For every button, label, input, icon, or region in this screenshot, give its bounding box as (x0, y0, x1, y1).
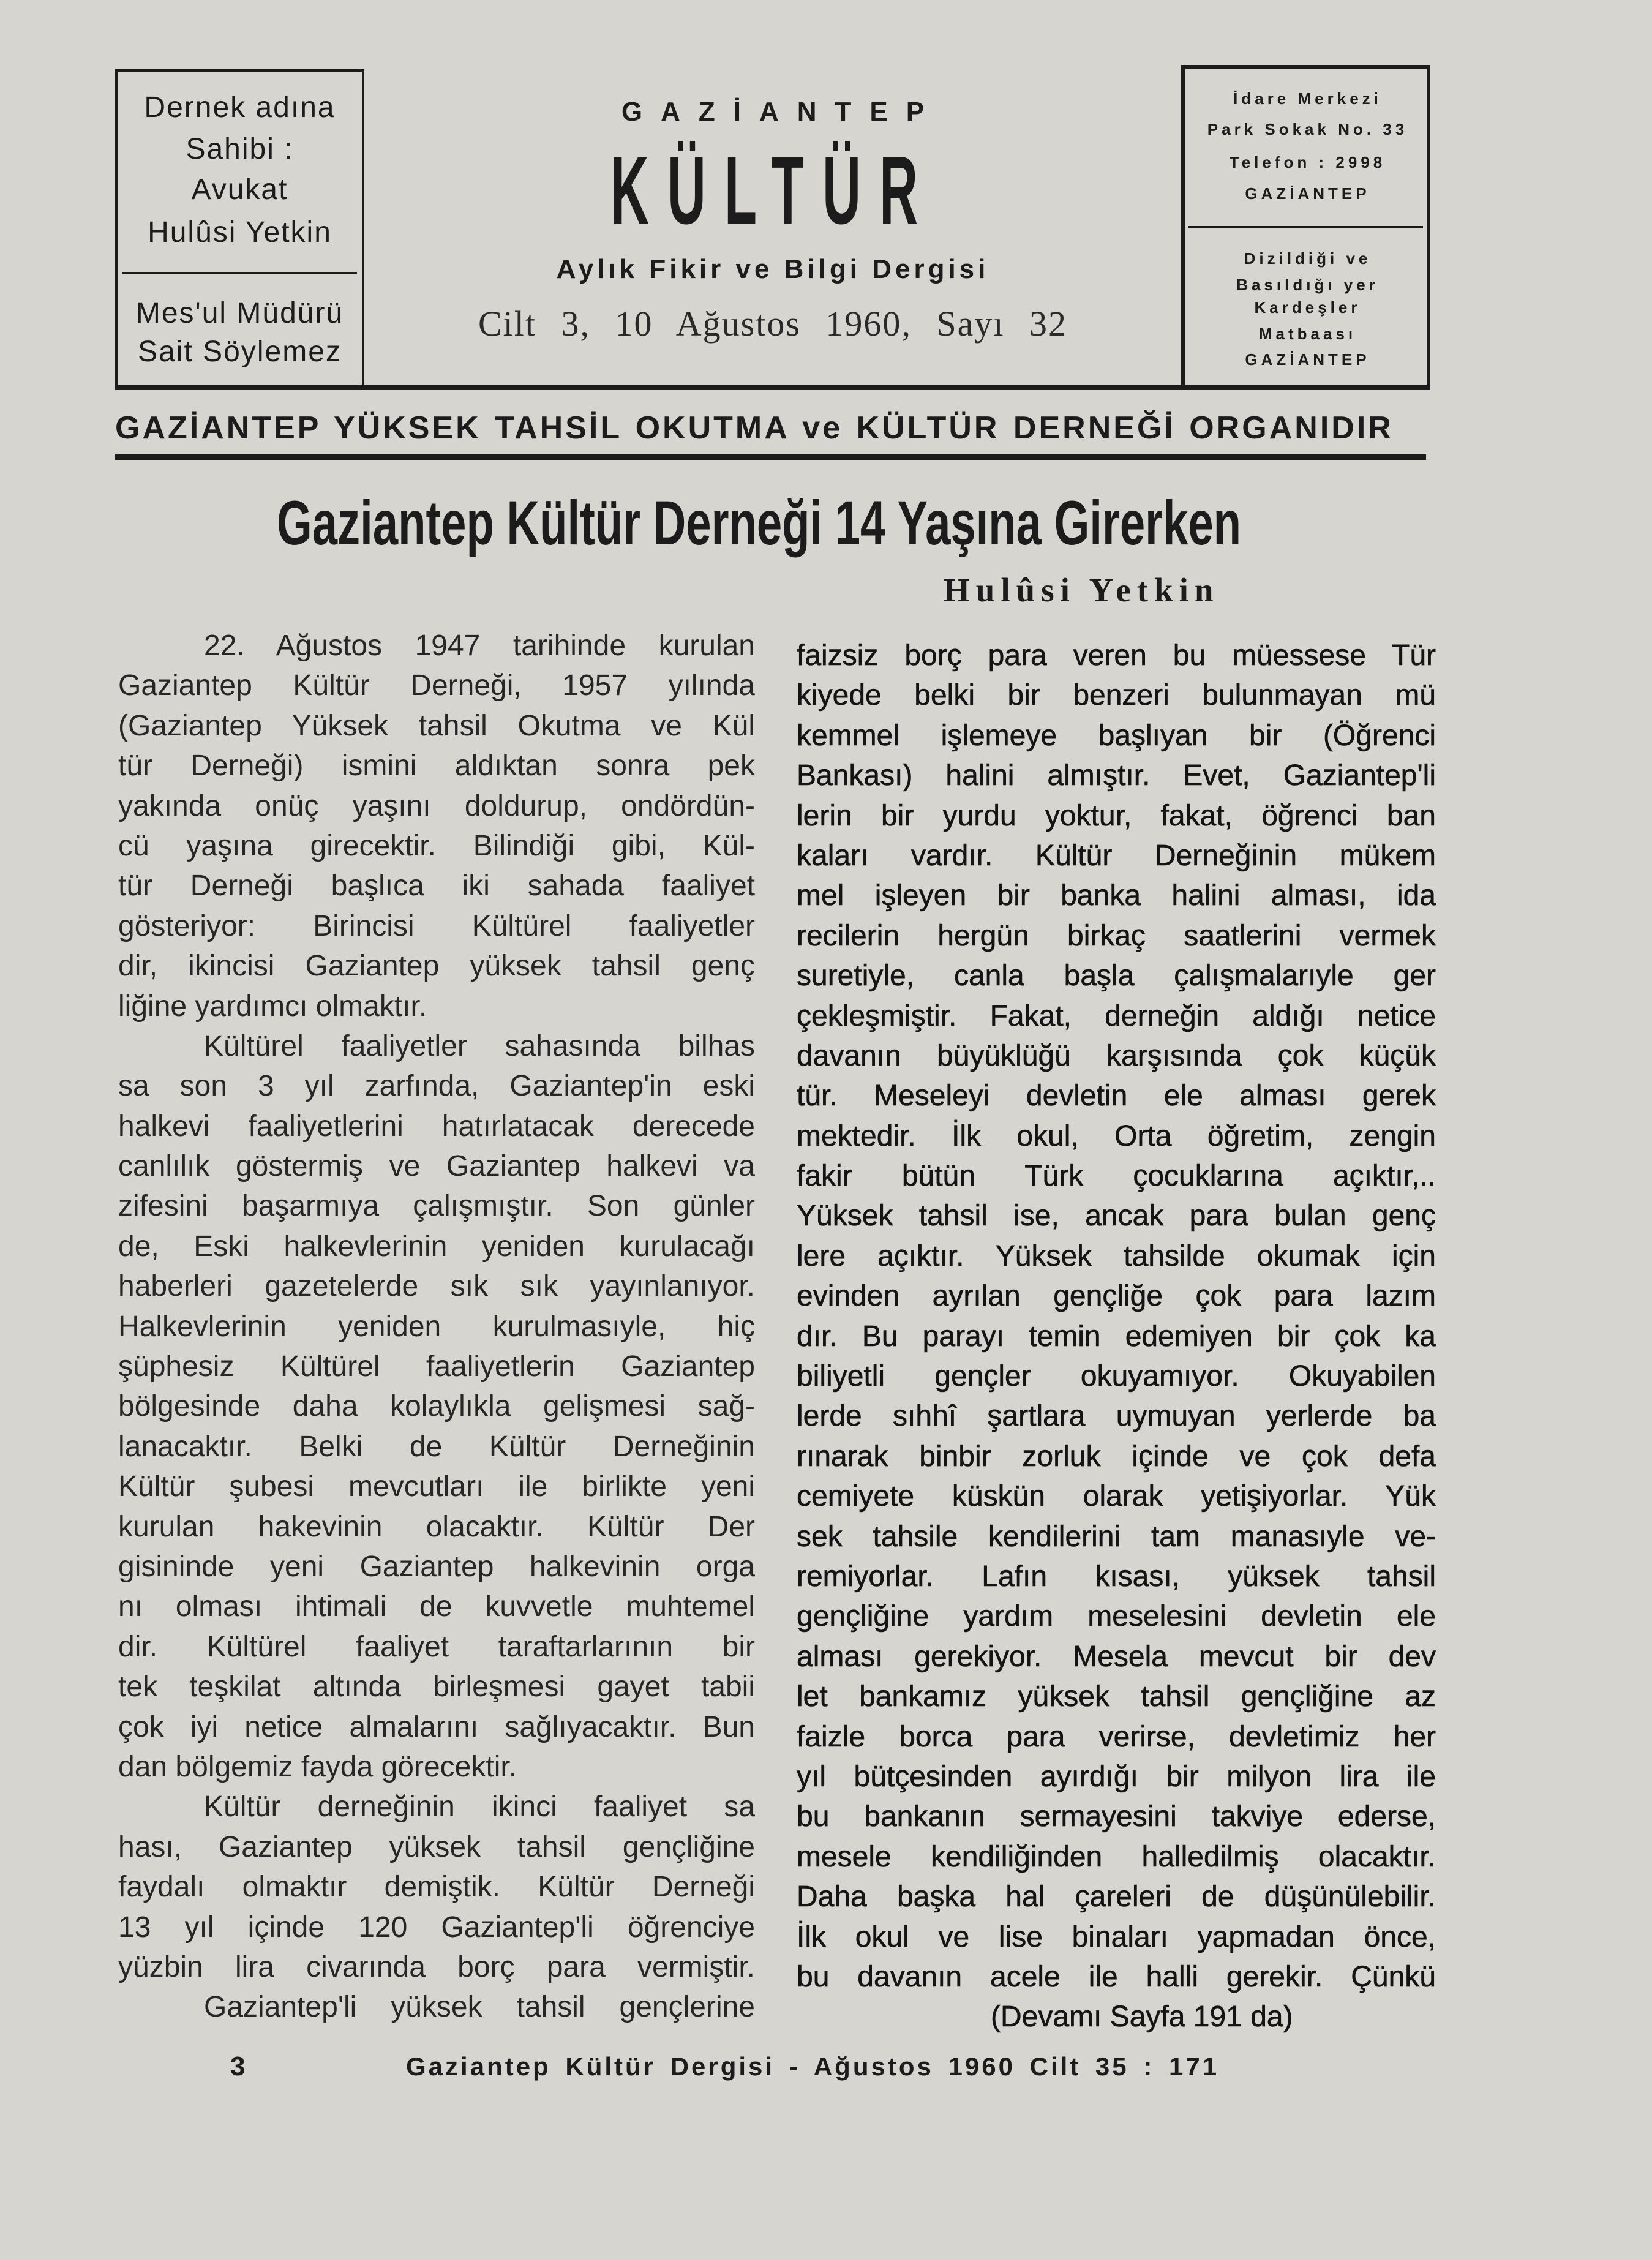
text-line: tür Derneği başlıca iki sahada faaliyet (118, 870, 755, 903)
text-line: (Gaziantep Yüksek tahsil Okutma ve Kül (118, 709, 755, 742)
text-line: Daha başka hal çareleri de düşünülebilir. (797, 1881, 1436, 1914)
text-line: dır. Bu parayı temin edemiyen bir çok ka (797, 1320, 1436, 1353)
text-line: tür. Meseleyi devletin ele alması gerek (797, 1080, 1436, 1113)
office-line: İdare Merkezi (1233, 89, 1382, 108)
text-line: faydalı olmaktır demiştik. Kültür Derneği (118, 1871, 755, 1904)
article-author: Hulûsi Yetkin (944, 571, 1220, 609)
continuation-note: (Devamı Sayfa 191 da) (991, 2001, 1293, 2034)
text-line: zifesini başarmıya çalışmıştır. Son günler (118, 1190, 755, 1223)
text-line: dir, ikincisi Gaziantep yüksek tahsil genç (118, 950, 755, 983)
text-line: gençliğine yardım meselesini devletin ele (797, 1600, 1436, 1633)
publisher-line: Avukat (191, 173, 288, 206)
text-line: Gaziantep Kültür Derneği, 1957 yılında (118, 669, 755, 702)
text-line: tür Derneği) ismini aldıktan sonra pek (118, 750, 755, 783)
text-line: Halkevlerinin yeniden kurulmasıyle, hiç (118, 1310, 755, 1343)
text-line: rınarak binbir zorluk içinde ve çok defa (797, 1440, 1436, 1473)
text-line: suretiyle, canla başla çalışmalarıyle ger (797, 960, 1436, 993)
text-line: bölgesinde daha kolaylıkla gelişmesi sağ- (118, 1390, 755, 1423)
printer-line: Matbaası (1258, 325, 1357, 343)
article-title-box (269, 484, 1255, 563)
text-line: sa son 3 yıl zarfında, Gaziantep'in eski (118, 1070, 755, 1103)
text-line: davanın büyüklüğü karşısında çok küçük (797, 1039, 1436, 1072)
right-column (797, 636, 1436, 2037)
magazine-name: KÜLTÜR (610, 137, 937, 245)
text-line: de, Eski halkevlerinin yeniden kurulacağı (118, 1230, 755, 1263)
text-line: liğine yardımcı olmaktır. (118, 990, 427, 1023)
text-line: cü yaşına girecektir. Bilindiği gibi, Kül- (118, 829, 755, 862)
page-number: 3 (230, 2051, 246, 2081)
text-line: recilerin hergün birkaç saatlerini vermek (797, 919, 1436, 952)
text-line: faizle borca para verirse, devletimiz her (797, 1720, 1436, 1753)
text-line: faizsiz borç para veren bu müessese Tür (797, 639, 1436, 672)
organ-statement: GAZİANTEP YÜKSEK TAHSİL OKUTMA ve KÜLTÜR DERNEĞİ ORGANIDIR (115, 410, 1394, 446)
office-box-divider (1188, 226, 1423, 228)
publisher-box (115, 69, 364, 386)
text-line: halkevi faaliyetlerini hatırlatacak derecede (118, 1110, 755, 1143)
text-line: hası, Gaziantep yüksek tahsil gençliğine (118, 1830, 755, 1863)
text-line: mel işleyen bir banka halini alması, ida (797, 879, 1436, 912)
text-line: alması gerekiyor. Mesela mevcut bir dev (797, 1640, 1436, 1673)
text-line: kemmel işlemeye başlıyan bir (Öğrenci (797, 719, 1436, 752)
editor-line: Mes'ul Müdürü (135, 297, 344, 329)
text-line: Kültür şubesi mevcutları ile birlikte yeni (118, 1470, 755, 1503)
text-line: bu davanın acele ile halli gerekir. Çünkü (797, 1960, 1436, 1993)
text-line: yakında onüç yaşını doldurup, ondördün- (118, 789, 755, 822)
masthead-logo (600, 119, 937, 245)
office-line: Telefon : 2998 (1229, 153, 1386, 171)
publisher-box-divider (122, 272, 357, 274)
editor-name: Sait Söylemez (138, 336, 342, 368)
text-line: İlk okul ve lise binaları yapmadan önce, (797, 1920, 1436, 1953)
text-line: lerin bir yurdu yoktur, fakat, öğrenci ban (797, 799, 1436, 832)
printer-line: Basıldığı yer (1236, 276, 1379, 294)
text-line: çok iyi netice almalarını sağlıyacaktır. Bun (118, 1710, 755, 1743)
text-line: gösteriyor: Birincisi Kültürel faaliyetler (118, 909, 755, 942)
magazine-subtitle: Aylık Fikir ve Bilgi Dergisi (556, 254, 989, 284)
text-line: kurulan hakevinin olacaktır. Kültür Der (118, 1510, 755, 1543)
text-line: Kültür derneğinin ikinci faaliyet sa (204, 1791, 755, 1824)
text-line: çekleşmiştir. Fakat, derneğin aldığı netice (797, 999, 1436, 1032)
text-line: lere açıktır. Yüksek tahsilde okumak için (797, 1239, 1436, 1272)
text-line: Kültürel faaliyetler sahasında bilhas (204, 1029, 755, 1062)
text-line: biliyetli gençler okuyamıyor. Okuyabilen (797, 1360, 1436, 1393)
text-line: evinden ayrılan gençliğe çok para lazım (797, 1280, 1436, 1313)
text-line: 13 yıl içinde 120 Gaziantep'li öğrenciye (118, 1911, 755, 1944)
text-line: şüphesiz Kültürel faaliyetlerin Gaziantep (118, 1350, 755, 1383)
text-line: dir. Kültürel faaliyet taraftarlarının bir (118, 1630, 755, 1663)
text-line: canlılık göstermiş ve Gaziantep halkevi va (118, 1150, 755, 1183)
printer-line: Dizildiği ve (1244, 249, 1372, 268)
text-line: kaları vardır. Kültür Derneğinin mükem (797, 839, 1436, 872)
text-line: lerde sıhhî şartlara uymuyan yerlerde ba (797, 1400, 1436, 1433)
text-line: mesele kendiliğinden halledilmiş olacaktır. (797, 1840, 1436, 1873)
publisher-line: Sahibi : (186, 133, 294, 165)
text-line: bu bankanın sermayesini takviye ederse, (797, 1800, 1436, 1833)
office-box (1181, 65, 1430, 389)
organ-rule (115, 454, 1426, 460)
masthead-city: GAZİANTEP (621, 97, 943, 127)
running-footer: Gaziantep Kültür Dergisi - Ağustos 1960 Cilt 35 : 171 (406, 2052, 1220, 2081)
publisher-name: Hulûsi Yetkin (148, 216, 332, 249)
text-line: remiyorlar. Lafın kısası, yüksek tahsil (797, 1560, 1436, 1593)
issue-info: Cilt 3, 10 Ağustos 1960, Sayı 32 (478, 304, 1068, 344)
text-line: cemiyete küskün olarak yetişiyorlar. Yük (797, 1480, 1436, 1513)
text-line: Bankası) halini almıştır. Evet, Gaziantep'li (797, 759, 1436, 792)
text-line: Yüksek tahsil ise, ancak para bulan genç (797, 1200, 1436, 1233)
publisher-line: Dernek adına (144, 91, 336, 124)
printer-line: GAZİANTEP (1245, 350, 1370, 369)
text-line: nı olması ihtimali de kuvvetle muhtemel (118, 1590, 755, 1623)
text-line: gisininde yeni Gaziantep halkevinin orga (118, 1550, 755, 1583)
text-line: 22. Ağustos 1947 tarihinde kurulan (204, 630, 755, 662)
article-title: Gaziantep Kültür Derneği 14 Yaşına Girerken (277, 488, 1241, 558)
text-line: Gaziantep'li yüksek tahsil gençlerine (204, 1991, 755, 2024)
office-line: Park Sokak No. 33 (1207, 120, 1408, 138)
text-line: yüzbin lira civarında borç para vermiştir. (118, 1950, 755, 1983)
left-column (118, 626, 755, 2028)
text-line: yıl bütçesinden ayırdığı bir milyon lira ile (797, 1760, 1436, 1793)
printer-line: Kardeşler (1254, 298, 1361, 317)
text-line: sek tahsile kendilerini tam manasıyle ve- (797, 1520, 1436, 1553)
text-line: kiyede belki bir benzeri bulunmayan mü (797, 679, 1436, 712)
masthead-rule (115, 385, 1430, 390)
text-line: lanacaktır. Belki de Kültür Derneğinin (118, 1430, 755, 1463)
text-line: let bankamız yüksek tahsil gençliğine az (797, 1680, 1436, 1713)
office-line: GAZİANTEP (1245, 184, 1370, 203)
text-line: haberleri gazetelerde sık sık yayınlanıyor. (118, 1270, 755, 1303)
text-line: mektedir. İlk okul, Orta öğretim, zengin (797, 1119, 1436, 1152)
text-line: fakir bütün Türk çocuklarına açıktır,.. (797, 1160, 1436, 1193)
text-line: dan bölgemiz fayda görecektir. (118, 1750, 517, 1783)
text-line: tek teşkilat altında birleşmesi gayet tabii (118, 1671, 755, 1704)
